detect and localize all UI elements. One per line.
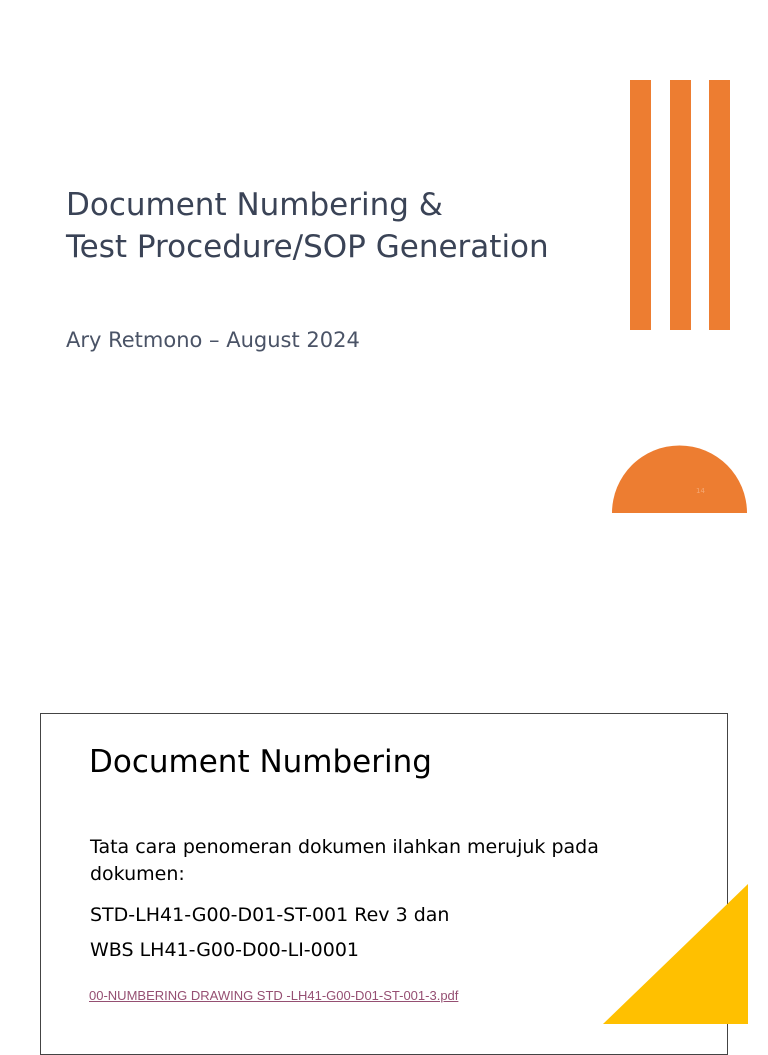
decorative-bar-3 [709,80,730,330]
slide-subtitle: Ary Retmono – August 2024 [66,328,360,352]
slide-title-line-1: Document Numbering & [66,187,443,223]
body-paragraph-2: STD-LH41-G00-D01-ST-001 Rev 3 dan [90,904,450,926]
decorative-yellow-triangle [603,884,748,1024]
content-slide-title: Document Numbering [89,744,432,780]
body-paragraph-1: Tata cara penomeran dokumen ilahkan merujuk pada dokumen: [90,836,599,885]
slide-number: 14 [696,487,705,495]
decorative-vertical-bars [630,80,730,330]
slide-title [66,184,549,268]
slide-title-line-2: Test Procedure/SOP Generation [66,229,549,265]
decorative-half-circle [612,445,747,513]
content-slide-body [90,834,690,964]
decorative-bar-2 [670,80,691,330]
body-paragraph-3: WBS LH41-G00-D00-LI-0001 [90,939,360,961]
document-link[interactable]: 00-NUMBERING DRAWING STD -LH41-G00-D01-ST-001-3.pdf [89,988,459,1003]
decorative-bar-1 [630,80,651,330]
